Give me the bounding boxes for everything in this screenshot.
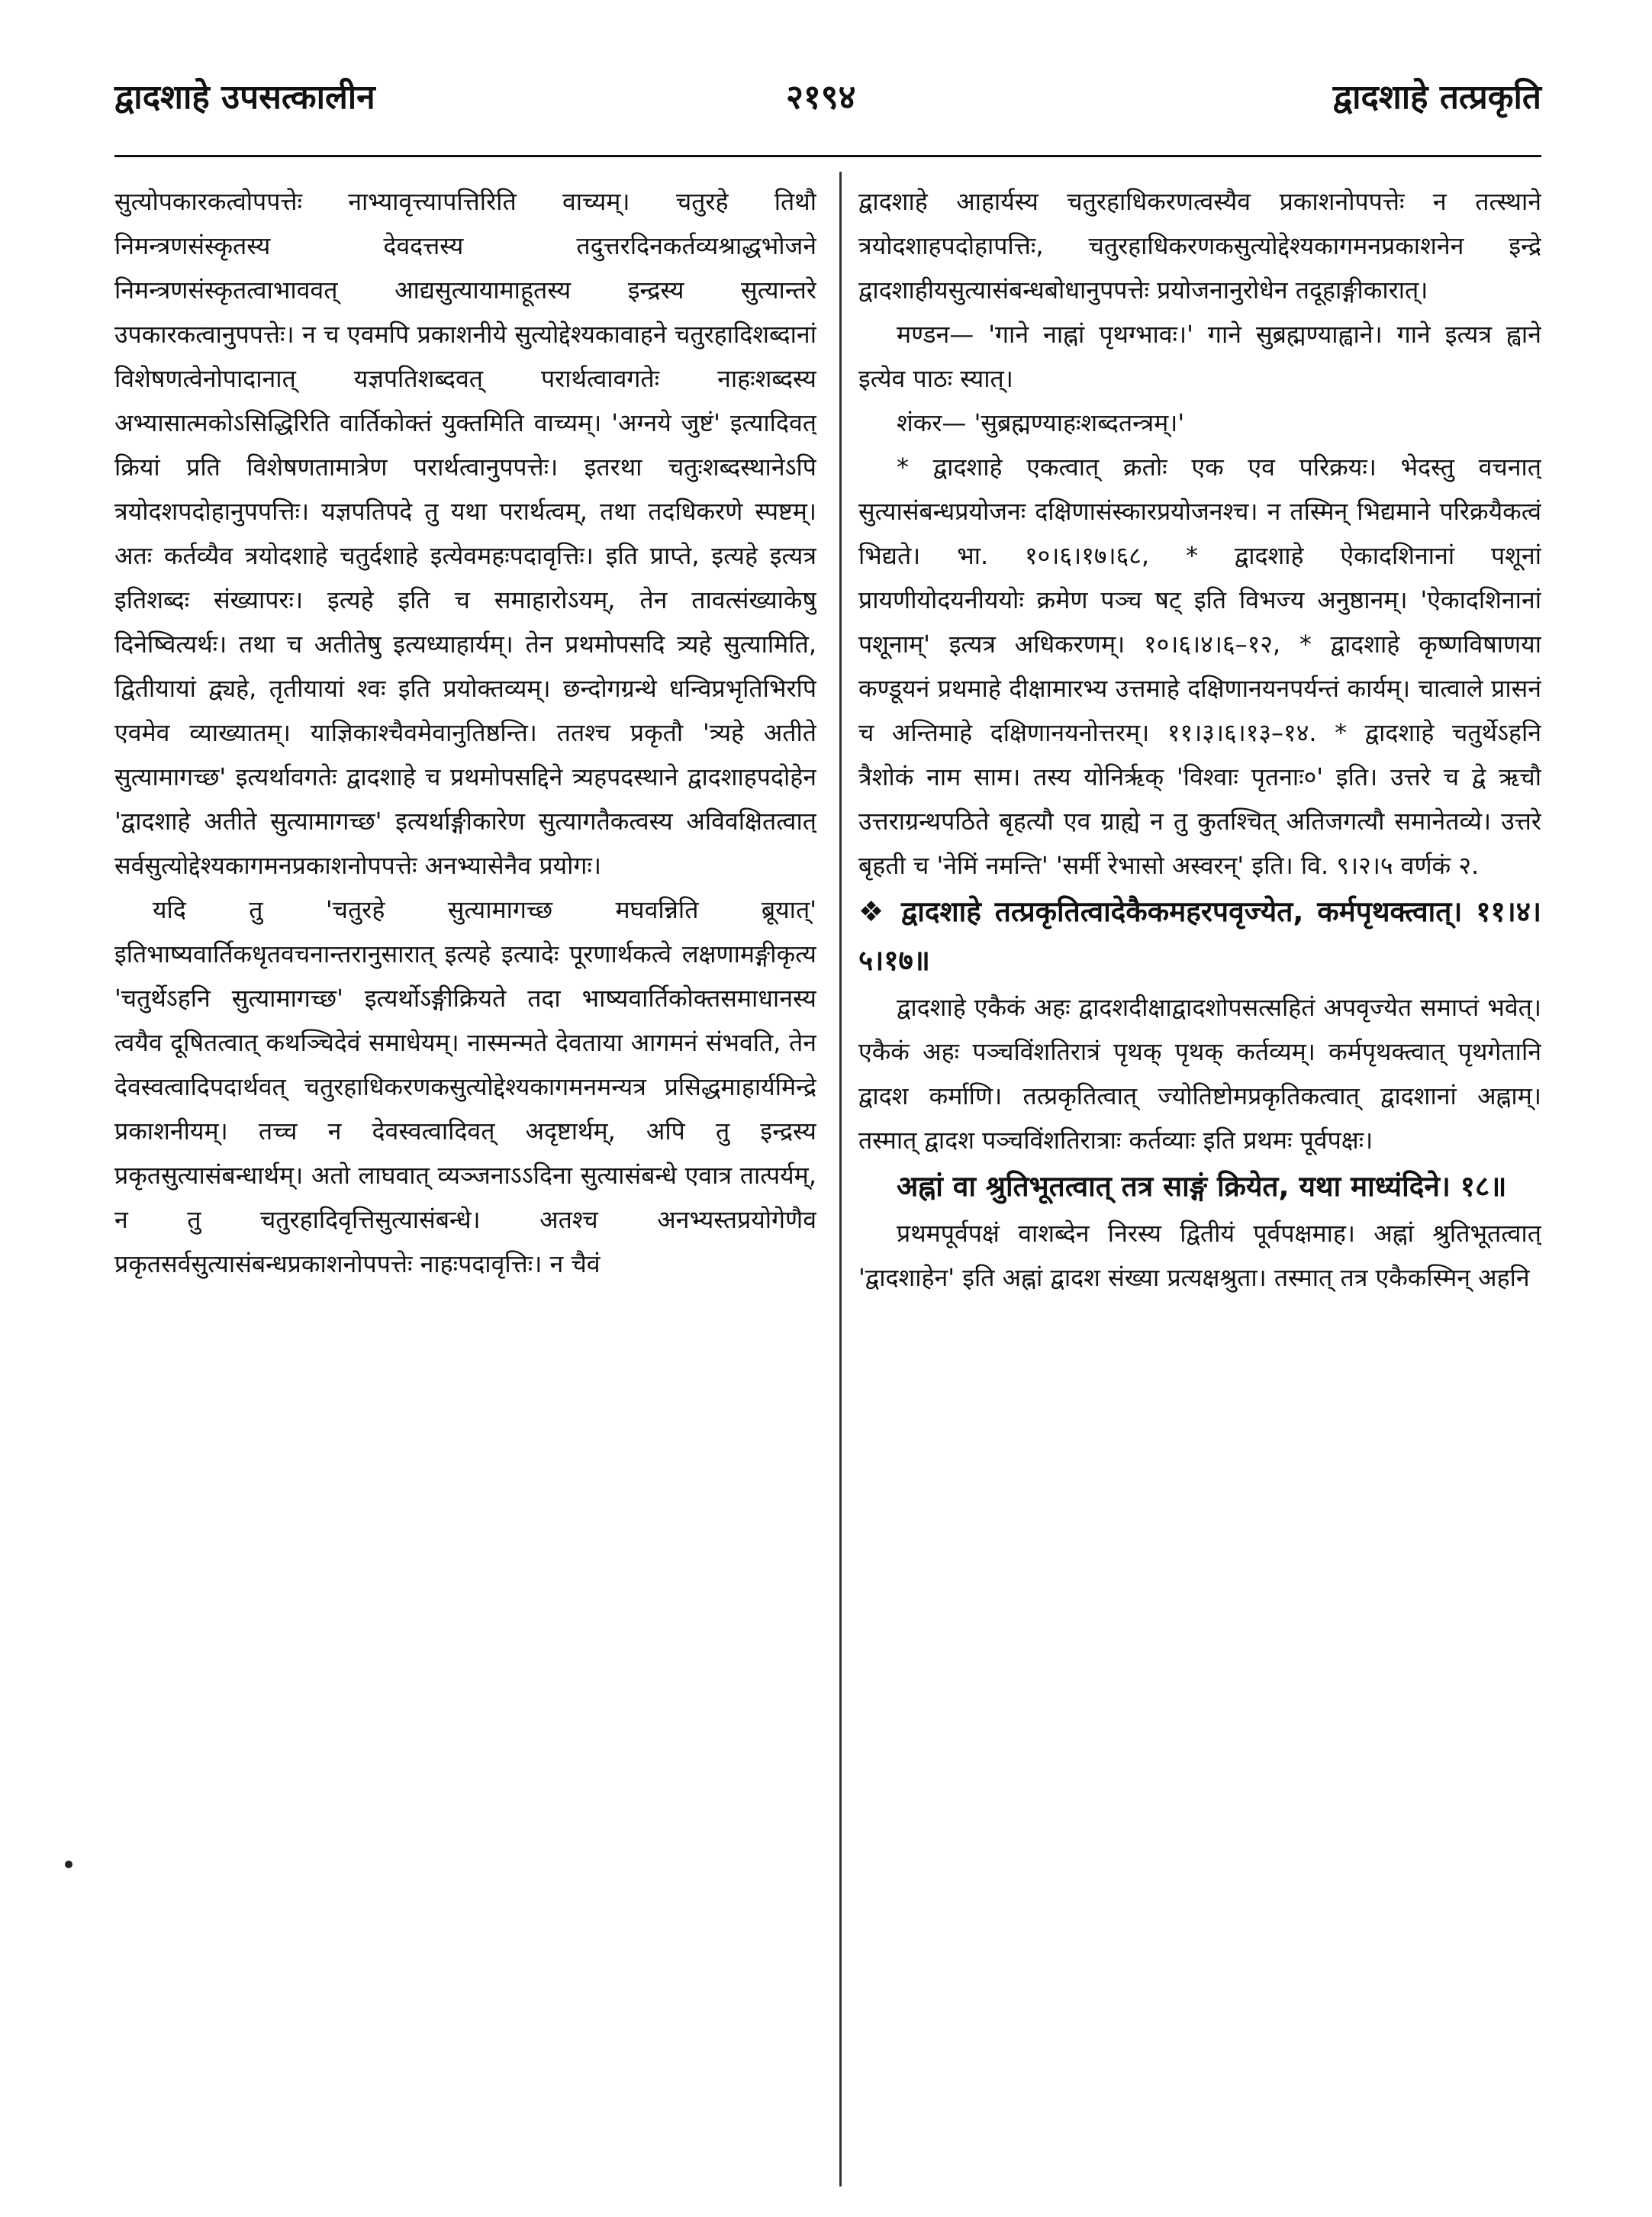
margin-mark bbox=[65, 1861, 72, 1868]
left-paragraph-1: सुत्योपकारकत्वोपपत्तेः नाभ्यावृत्त्यापत्तिरिति वाच्यम्। चतुरहे तिथौ निमन्त्रणसंस्कृतस्य देवदत्तस्य तदुत्तरदिनकर्तव्यश्राद्धभोजने निमन्त्रणसंस्कृतत्वाभाववत् आद्यसुत्यायामाहूतस्य इन्द्रस्य सुत्यान्तरे उपकारकत्वानुपपत्तेः। न च एवमपि प्रकाशनीये सुत्योद्देश्यकावाहने चतुरहादिशब्दानां विशेषणत्वेनोपादानात् यज्ञपतिशब्दवत् परार्थत्वावगतेः नाहःशब्दस्य अभ्यासात्मकोऽसिद्धिरिति वार्तिकोक्तं युक्तमिति वाच्यम्। 'अग्नये जुष्टं' इत्यादिवत् क्रियां प्रति विशेषणतामात्रेण परार्थत्वानुपपत्तेः। इतरथा चतुःशब्दस्थानेऽपि त्रयोदशपदोहानुपपत्तिः। यज्ञपतिपदे तु यथा परार्थत्वम्, तथा तदधिकरणे स्पष्टम्। अतः कर्तव्यैव त्रयोदशाहे चतुर्दशाहे इत्येवमहःपदावृत्तिः। इति प्राप्ते, इत्यहे इत्यत्र इतिशब्दः संख्यापरः। इत्यहे इति च समाहारोऽयम्, तेन तावत्संख्याकेषु दिनेष्वित्यर्थः। तथा च अतीतेषु इत्यध्याहार्यम्। तेन प्रथमोपसदि त्र्यहे सुत्यामिति, द्वितीयायां द्व्यहे, तृतीयायां श्वः इति प्रयोक्तव्यम्। छन्दोगग्रन्थे धन्विप्रभृतिभिरपि एवमेव व्याख्यातम्। याज्ञिकाश्चैवमेवानुतिष्ठन्ति। ततश्च प्रकृतौ 'त्र्यहे अतीते सुत्यामागच्छ' इत्यर्थावगतेः द्वादशाहे च प्रथमोपसद्दिने त्र्यहपदस्थाने द्वादशाहपदोहेन 'द्वादशाहे अतीते सुत्यामागच्छ' इत्यर्थाङ्गीकारेण सुत्यागतैकत्वस्य अविवक्षितत्वात् सर्वसुत्योद्देश्यकागमनप्रकाशनोपपत्तेः अनभ्यासेनैव प्रयोगः। bbox=[114, 187, 816, 880]
header-right-title: द्वादशाहे तत्प्रकृति bbox=[1332, 78, 1541, 117]
column-divider bbox=[839, 172, 842, 2186]
sutra-17: ❖ द्वादशाहे तत्प्रकृतित्वादेकैकमहरपवृज्येत, कर्मपृथक्त्वात्। ११।४।५।१७॥ bbox=[858, 895, 1541, 977]
right-column bbox=[858, 179, 1541, 2202]
left-column bbox=[114, 179, 816, 2202]
right-intro-paragraph: द्वादशाहे आहार्यस्य चतुरहाधिकरणत्वस्यैव प्रकाशनोपपत्तेः न तत्स्थाने त्रयोदशाहपदोहापत्तिः, चतुरहाधिकरणकसुत्योद्देश्यकागमनप्रकाशनेन इन्द्रे द्वादशाहीयसुत्यासंबन्धबोधानुपपत्तेः प्रयोजनानुरोधेन तदूहाङ्गीकारात्। bbox=[858, 187, 1541, 305]
running-header bbox=[114, 73, 1541, 141]
sutra-18: अह्नां वा श्रुतिभूतत्वात् तत्र साङ्गं क्रियेत, यथा माध्यंदिने। १८॥ bbox=[897, 1170, 1507, 1203]
sutra-17-commentary: द्वादशाहे एकैकं अहः द्वादशदीक्षाद्वादशोपसत्सहितं अपवृज्येत समाप्तं भवेत्। एकैकं अहः पञ्चविंशतिरात्रं पृथक् पृथक् कर्तव्यम्। कर्मपृथक्त्वात् पृथगेतानि द्वादश कर्माणि। तत्प्रकृतित्वात् ज्योतिष्टोमप्रकृतिकत्वात् द्वादशानां अह्नाम्। तस्मात् द्वादश पञ्चविंशतिरात्राः कर्तव्याः इति प्रथमः पूर्वपक्षः। bbox=[858, 993, 1541, 1155]
header-rule bbox=[114, 155, 1541, 157]
sutra-18-commentary: प्रथमपूर्वपक्षं वाशब्देन निरस्य द्वितीयं पूर्वपक्षमाह। अह्नां श्रुतिभूतत्वात् 'द्वादशाहेन' इति अह्नां द्वादश संख्या प्रत्यक्षश्रुता। तस्मात् तत्र एकैकस्मिन् अहनि bbox=[858, 1219, 1541, 1292]
page-number: २१९४ bbox=[786, 78, 856, 117]
mandana-commentary: मण्डन— 'गाने नाह्नां पृथग्भावः।' गाने सुब्रह्मण्याह्वाने। गाने इत्यत्र ह्वाने इत्येव पाठः स्यात्। bbox=[858, 320, 1541, 393]
shankara-commentary: शंकर— 'सुब्रह्मण्याहःशब्दतन्त्रम्।' bbox=[897, 408, 1185, 437]
left-paragraph-2: यदि तु 'चतुरहे सुत्यामागच्छ मघवन्निति ब्रूयात्' इतिभाष्यवार्तिकधृतवचनान्तरानुसारात् इत्यहे इत्यादेः पूरणार्थकत्वे लक्षणामङ्गीकृत्य 'चतुर्थेऽहनि सुत्यामागच्छ' इत्यर्थोऽङ्गीक्रियते तदा भाष्यवार्तिकोक्तसमाधानस्य त्वयैव दूषितत्वात् कथञ्चिदेवं समाधेयम्। नास्मन्मते देवताया आगमनं संभवति, तेन देवस्वत्वादिपदार्थवत् चतुरहाधिकरणकसुत्योद्देश्यकागमनमन्यत्र प्रसिद्धमाहार्यमिन्द्रे प्रकाशनीयम्। तच्च न देवस्वत्वादिवत् अदृष्टार्थम्, अपि तु इन्द्रस्य प्रकृतसुत्यासंबन्धार्थम्। अतो लाघवात् व्यञ्जनाऽऽदिना सुत्यासंबन्धे एवात्र तात्पर्यम्, न तु चतुरहादिवृत्तिसुत्यासंबन्धे। अतश्च अनभ्यस्तप्रयोगेणैव प्रकृतसर्वसुत्यासंबन्धप्रकाशनोपपत्तेः नाहःपदावृत्तिः। न चैवं bbox=[114, 895, 816, 1278]
header-left-title: द्वादशाहे उपसत्कालीन bbox=[114, 78, 375, 117]
reference-notes: * द्वादशाहे एकत्वात् क्रतोः एक एव परिक्रयः। भेदस्तु वचनात् सुत्यासंबन्धप्रयोजनः दक्षिणासंस्कारप्रयोजनश्च। न तस्मिन् भिद्यमाने परिक्रयैकत्वं भिद्यते। भा. १०।६।१७।६८, * द्वादशाहे ऐकादशिनानां पशूनां प्रायणीयोदयनीययोः क्रमेण पञ्च षट् इति विभज्य अनुष्ठानम्। 'ऐकादशिनानां पशूनाम्' इत्यत्र अधिकरणम्। १०।६।४।६–१२, * द्वादशाहे कृष्णविषाणया कण्डूयनं प्रथमाहे दीक्षामारभ्य उत्तमाहे दक्षिणानयनपर्यन्तं कार्यम्। चात्वाले प्रासनं च अन्तिमाहे दक्षिणानयनोत्तरम्। ११।३।६।१३–१४. * द्वादशाहे चतुर्थेऽहनि त्रैशोकं नाम साम। तस्य योनिर्ऋक् 'विश्वाः पृतनाः०' इति। उत्तरे च द्वे ऋचौ उत्तराग्रन्थपठिते बृहत्यौ एव ग्राह्ये न तु कुतश्चित् अतिजगत्यौ समानेतव्ये। उत्तरे बृहती च 'नेमिं नमन्ति' 'सर्मी रेभासो अस्वरन्' इति। वि. ९।२।५ वर्णकं २. bbox=[858, 453, 1541, 880]
